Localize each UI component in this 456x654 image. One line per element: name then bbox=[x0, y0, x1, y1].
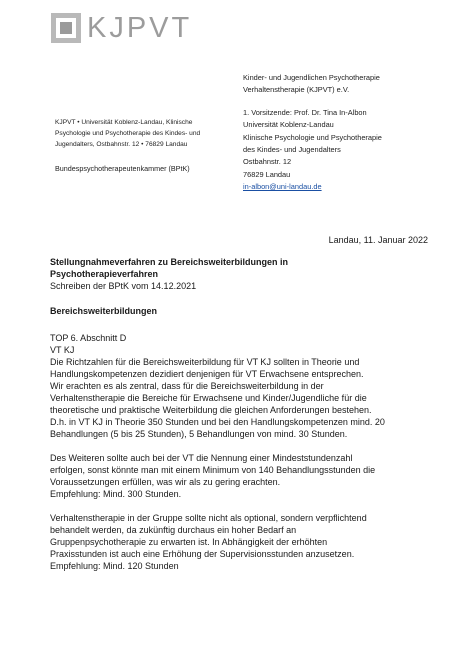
sender-address-line: des Kindes- und Jugendalters bbox=[243, 145, 341, 155]
body-paragraph bbox=[50, 512, 434, 572]
sender-block bbox=[243, 72, 443, 194]
sender-email-link[interactable]: in-albon@uni-landau.de bbox=[243, 182, 322, 192]
sender-org bbox=[243, 72, 443, 97]
return-address-line: Jugendalters, Ostbahnstr. 12 • 76829 Landau bbox=[55, 141, 188, 148]
body-line: TOP 6. Abschnitt D bbox=[50, 333, 127, 343]
logo-text: KJPVT bbox=[87, 11, 193, 44]
body-line: VT KJ bbox=[50, 345, 75, 355]
body-line: D.h. in VT KJ in Theorie 350 Stunden und bei den Handlungskompetenzen mind. 20 bbox=[50, 417, 385, 427]
sender-org-line: Kinder- und Jugendlichen Psychotherapie bbox=[243, 73, 380, 82]
subject-block bbox=[50, 256, 430, 292]
recipient: Bundespsychotherapeutenkammer (BPtK) bbox=[55, 164, 190, 173]
body-line: Handlungskompetenzen dezidiert denjenigen für VT Erwachsene entsprechen. bbox=[50, 369, 364, 379]
body-line: Die Richtzahlen für die Bereichsweiterbildung für VT KJ sollten in Theorie und bbox=[50, 357, 360, 367]
return-address-line: Psychologie und Psychotherapie des Kindes- und bbox=[55, 130, 201, 137]
letter-body bbox=[50, 332, 434, 584]
sender-org-line: Verhaltenstherapie (KJPVT) e.V. bbox=[243, 85, 350, 95]
body-line: theoretische und praktische Weiterbildung die gleichen Anforderungen bestehen. bbox=[50, 405, 372, 415]
section-title: Bereichsweiterbildungen bbox=[50, 306, 158, 316]
sender-address-line: Ostbahnstr. 12 bbox=[243, 157, 292, 167]
sender-address-line: Klinische Psychologie und Psychotherapie bbox=[243, 132, 382, 142]
sender-address-line: 76829 Landau bbox=[243, 169, 291, 179]
body-line: Verhaltenstherapie in der Gruppe sollte nicht als optional, sondern verpflichtend bbox=[50, 513, 367, 523]
letter-date: Landau, 11. Januar 2022 bbox=[328, 235, 428, 245]
body-line: erfolgen, sonst könnte man mit einem Minimum von 140 Behandlungsstunden die bbox=[50, 465, 376, 475]
body-line: behandelt werden, da zukünftig durchaus ein hoher Bedarf an bbox=[50, 525, 297, 535]
logo-mark-icon bbox=[51, 13, 81, 43]
return-address-line: KJPVT • Universität Koblenz-Landau, Klinische bbox=[55, 119, 193, 126]
body-line: Gruppenpsychotherapie zu erwarten ist. In Abhängigkeit der erhöhten bbox=[50, 537, 328, 547]
kjpvt-logo bbox=[51, 10, 192, 46]
sender-address-line: Universität Koblenz-Landau bbox=[243, 120, 334, 130]
sender-address bbox=[243, 107, 443, 194]
body-paragraph bbox=[50, 332, 434, 440]
body-line: Empfehlung: Mind. 120 Stunden bbox=[50, 561, 179, 571]
body-line: Behandlungen (5 bis 25 Stunden), 5 Behandlungen von mind. 30 Stunden. bbox=[50, 429, 348, 439]
body-line: Wir erachten es als zentral, dass für die Bereichsweiterbildung in der bbox=[50, 381, 324, 391]
body-line: Praxisstunden ist auch eine Erhöhung der Supervisionsstunden anzusetzen. bbox=[50, 549, 355, 559]
sender-address-line: 1. Vorsitzende: Prof. Dr. Tina In-Albon bbox=[243, 107, 367, 117]
body-line: Empfehlung: Mind. 300 Stunden. bbox=[50, 489, 182, 499]
subject-reference: Schreiben der BPtK vom 14.12.2021 bbox=[50, 281, 197, 291]
return-address bbox=[55, 117, 225, 150]
body-line: Verhaltenstherapie die Bereiche für Erwachsene und Kinder/Jugendliche für die bbox=[50, 393, 367, 403]
subject-line: Psychotherapieverfahren bbox=[50, 269, 159, 279]
body-paragraph bbox=[50, 452, 434, 500]
subject-line: Stellungnahmeverfahren zu Bereichsweiterbildungen in bbox=[50, 257, 289, 267]
body-line: Des Weiteren sollte auch bei der VT die Nennung einer Mindeststundenzahl bbox=[50, 453, 353, 463]
body-line: Voraussetzungen erfüllen, was wir als zu gering erachten. bbox=[50, 477, 281, 487]
